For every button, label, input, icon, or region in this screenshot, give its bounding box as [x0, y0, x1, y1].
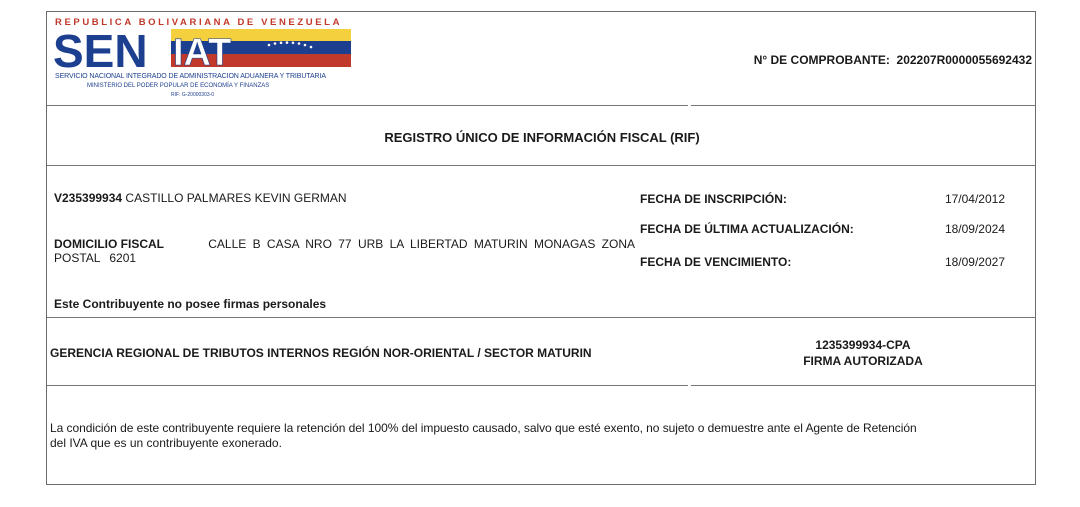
comprobante-label: N° DE COMPROBANTE:	[753, 53, 890, 67]
divider	[47, 165, 1036, 166]
firma-autorizada-block	[763, 337, 963, 369]
fecha-actualizacion-value: 18/09/2024	[944, 222, 1005, 236]
divider	[47, 317, 1036, 318]
retention-note	[50, 421, 1034, 451]
firma-code: 1235399934-CPA	[815, 338, 911, 352]
fecha-inscripcion-value: 17/04/2012	[944, 192, 1005, 206]
fecha-vencimiento-value: 18/09/2027	[944, 255, 1005, 269]
logo-word-left: SEN	[53, 27, 148, 71]
document-title: REGISTRO ÚNICO DE INFORMACIÓN FISCAL (RIF)	[384, 130, 700, 145]
domicilio-postal: POSTAL 6201	[54, 251, 137, 265]
taxpayer-rif: V235399934	[54, 191, 123, 205]
domicilio-label: DOMICILIO FISCAL	[54, 237, 164, 251]
divider	[691, 385, 1036, 386]
comprobante-number: 202207R0000055692432	[896, 53, 1032, 67]
rif-document	[46, 11, 1036, 485]
logo-rif: RIF: G-20000303-0	[171, 92, 215, 98]
firma-label: FIRMA AUTORIZADA	[803, 354, 923, 368]
logo-word-right: IAT	[173, 32, 232, 71]
domicilio-address: CALLE B CASA NRO 77 URB LA LIBERTAD MATURIN MONAGAS ZONA	[208, 237, 635, 251]
firmas-note: Este Contribuyente no posee firmas personales	[54, 297, 327, 311]
divider	[47, 105, 688, 106]
comprobante	[754, 53, 1032, 67]
retention-note-line1: La condición de este contribuyente requiere la retención del 100% del impuesto causado, salvo que esté exento, no sujeto o demuestre ante el Agente de Retención	[50, 421, 917, 435]
taxpayer-name: CASTILLO PALMARES KEVIN GERMAN	[125, 191, 347, 205]
gerencia-regional: GERENCIA REGIONAL DE TRIBUTOS INTERNOS REGIÓN NOR-ORIENTAL / SECTOR MATURIN	[50, 346, 592, 360]
domicilio-fiscal	[54, 237, 635, 265]
logo-ministry: MINISTERIO DEL PODER POPULAR DE ECONOMÍA Y FINANZAS	[87, 83, 270, 89]
taxpayer-id	[54, 191, 347, 205]
divider	[47, 385, 688, 386]
retention-note-line2: del IVA que es un contribuyente exonerado.	[50, 436, 282, 450]
seniat-logo	[53, 27, 353, 71]
logo-subtitle: SERVICIO NACIONAL INTEGRADO DE ADMINISTRACION ADUANERA Y TRIBUTARIA	[55, 73, 326, 80]
logo-republic-text: REPUBLICA BOLIVARIANA DE VENEZUELA	[55, 17, 343, 28]
fecha-inscripcion-label: FECHA DE INSCRIPCIÓN:	[640, 192, 787, 206]
fecha-vencimiento-label: FECHA DE VENCIMIENTO:	[640, 255, 792, 269]
divider	[691, 105, 1036, 106]
fecha-actualizacion-label: FECHA DE ÚLTIMA ACTUALIZACIÓN:	[640, 222, 854, 236]
